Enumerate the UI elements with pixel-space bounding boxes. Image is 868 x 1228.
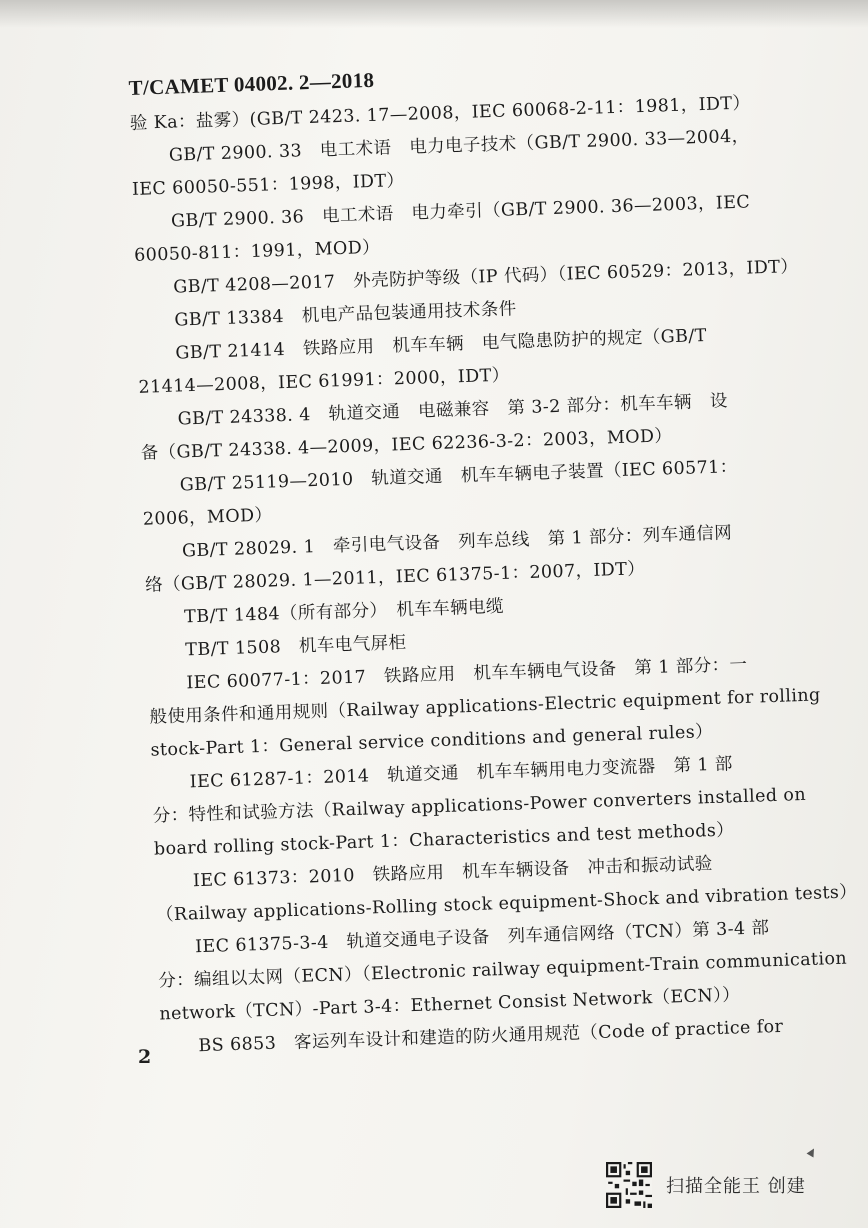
text-line: GB/T 24338. 4 轨道交通 电磁兼容 第 3-2 部分：机车车辆 设	[177, 391, 729, 430]
text-line: board rolling stock-Part 1：Characteristics and test methods）	[153, 820, 735, 860]
text-line: GB/T 25119—2010 轨道交通 机车车辆电子装置（IEC 60571：	[179, 457, 738, 496]
text-line: BS 6853 客运列车设计和建造的防火通用规范（Code of practice for	[198, 1016, 784, 1057]
text-line: 分：特性和试验方法（Railway applications-Power converters installed on	[152, 784, 807, 827]
page-number: 2	[138, 1046, 152, 1068]
text-line: 络（GB/T 28029. 1—2011，IEC 61375-1：2007，IDT）	[144, 559, 646, 596]
text-line: IEC 61373：2010 铁路应用 机车车辆设备 冲击和振动试验	[192, 854, 713, 892]
text-line: 备（GB/T 24338. 4—2009，IEC 62236-3-2：2003，MOD）	[140, 426, 673, 464]
text-line: GB/T 21414 铁路应用 机车车辆 电气隐患防护的规定（GB/T	[175, 325, 708, 364]
text-line: GB/T 28029. 1 牵引电气设备 列车总线 第 1 部分：列车通信网	[181, 523, 733, 562]
text-line: IEC 60050-551：1998，IDT）	[131, 170, 405, 200]
qr-code-icon	[606, 1162, 652, 1208]
text-line: （Railway applications-Rolling stock equipment-Shock and vibration tests）	[155, 882, 858, 926]
text-line: 般使用条件和通用规则（Railway applications-Electric equipment for rolling	[149, 685, 821, 728]
text-line: GB/T 2900. 36 电工术语 电力牵引（GB/T 2900. 36—2003，IEC	[170, 192, 751, 232]
text-line: 分：编组以太网（ECN）（Electronic railway equipment-Train communication	[157, 948, 848, 992]
text-line: TB/T 1484（所有部分） 机车车辆电缆	[183, 596, 505, 628]
text-line: IEC 60077-1：2017 铁路应用 机车车辆电气设备 第 1 部分：一	[186, 654, 748, 694]
scanner-watermark	[606, 1162, 806, 1208]
text-line: 60050-811：1991，MOD）	[133, 237, 381, 266]
text-line: 2006，MOD）	[142, 505, 273, 530]
text-line: GB/T 4208—2017 外壳防护等级（IP 代码）（IEC 60529：2013，IDT）	[172, 256, 799, 298]
scan-shadow	[0, 0, 868, 28]
text-line: 21414—2008，IEC 61991：2000，IDT）	[138, 365, 510, 398]
text-line: network（TCN）-Part 3-4：Ethernet Consist Network（ECN））	[159, 985, 741, 1025]
text-line: TB/T 1508 机车电气屏柜	[185, 633, 407, 661]
scanner-watermark-text: 扫描全能王 创建	[666, 1176, 806, 1197]
page-content	[128, 46, 858, 1064]
reference-list	[129, 86, 858, 1064]
text-line: 验 Ka：盐雾）(GB/T 2423. 17—2008，IEC 60068-2-11：1981，IDT）	[129, 93, 751, 134]
text-line: IEC 61287-1：2014 轨道交通 机车车辆用电力变流器 第 1 部	[189, 754, 734, 793]
text-line: stock-Part 1：General service conditions and general rules）	[150, 721, 714, 761]
text-line: GB/T 2900. 33 电工术语 电力电子技术（GB/T 2900. 33—2004，	[168, 126, 750, 166]
text-line: GB/T 13384 机电产品包装通用技术条件	[174, 299, 517, 331]
standard-header: T/CAMET 04002. 2—2018	[128, 67, 375, 100]
text-line: IEC 61375-3-4 轨道交通电子设备 列车通信网络（TCN）第 3-4 部	[194, 918, 770, 958]
page-corner-mark	[807, 1147, 818, 1158]
